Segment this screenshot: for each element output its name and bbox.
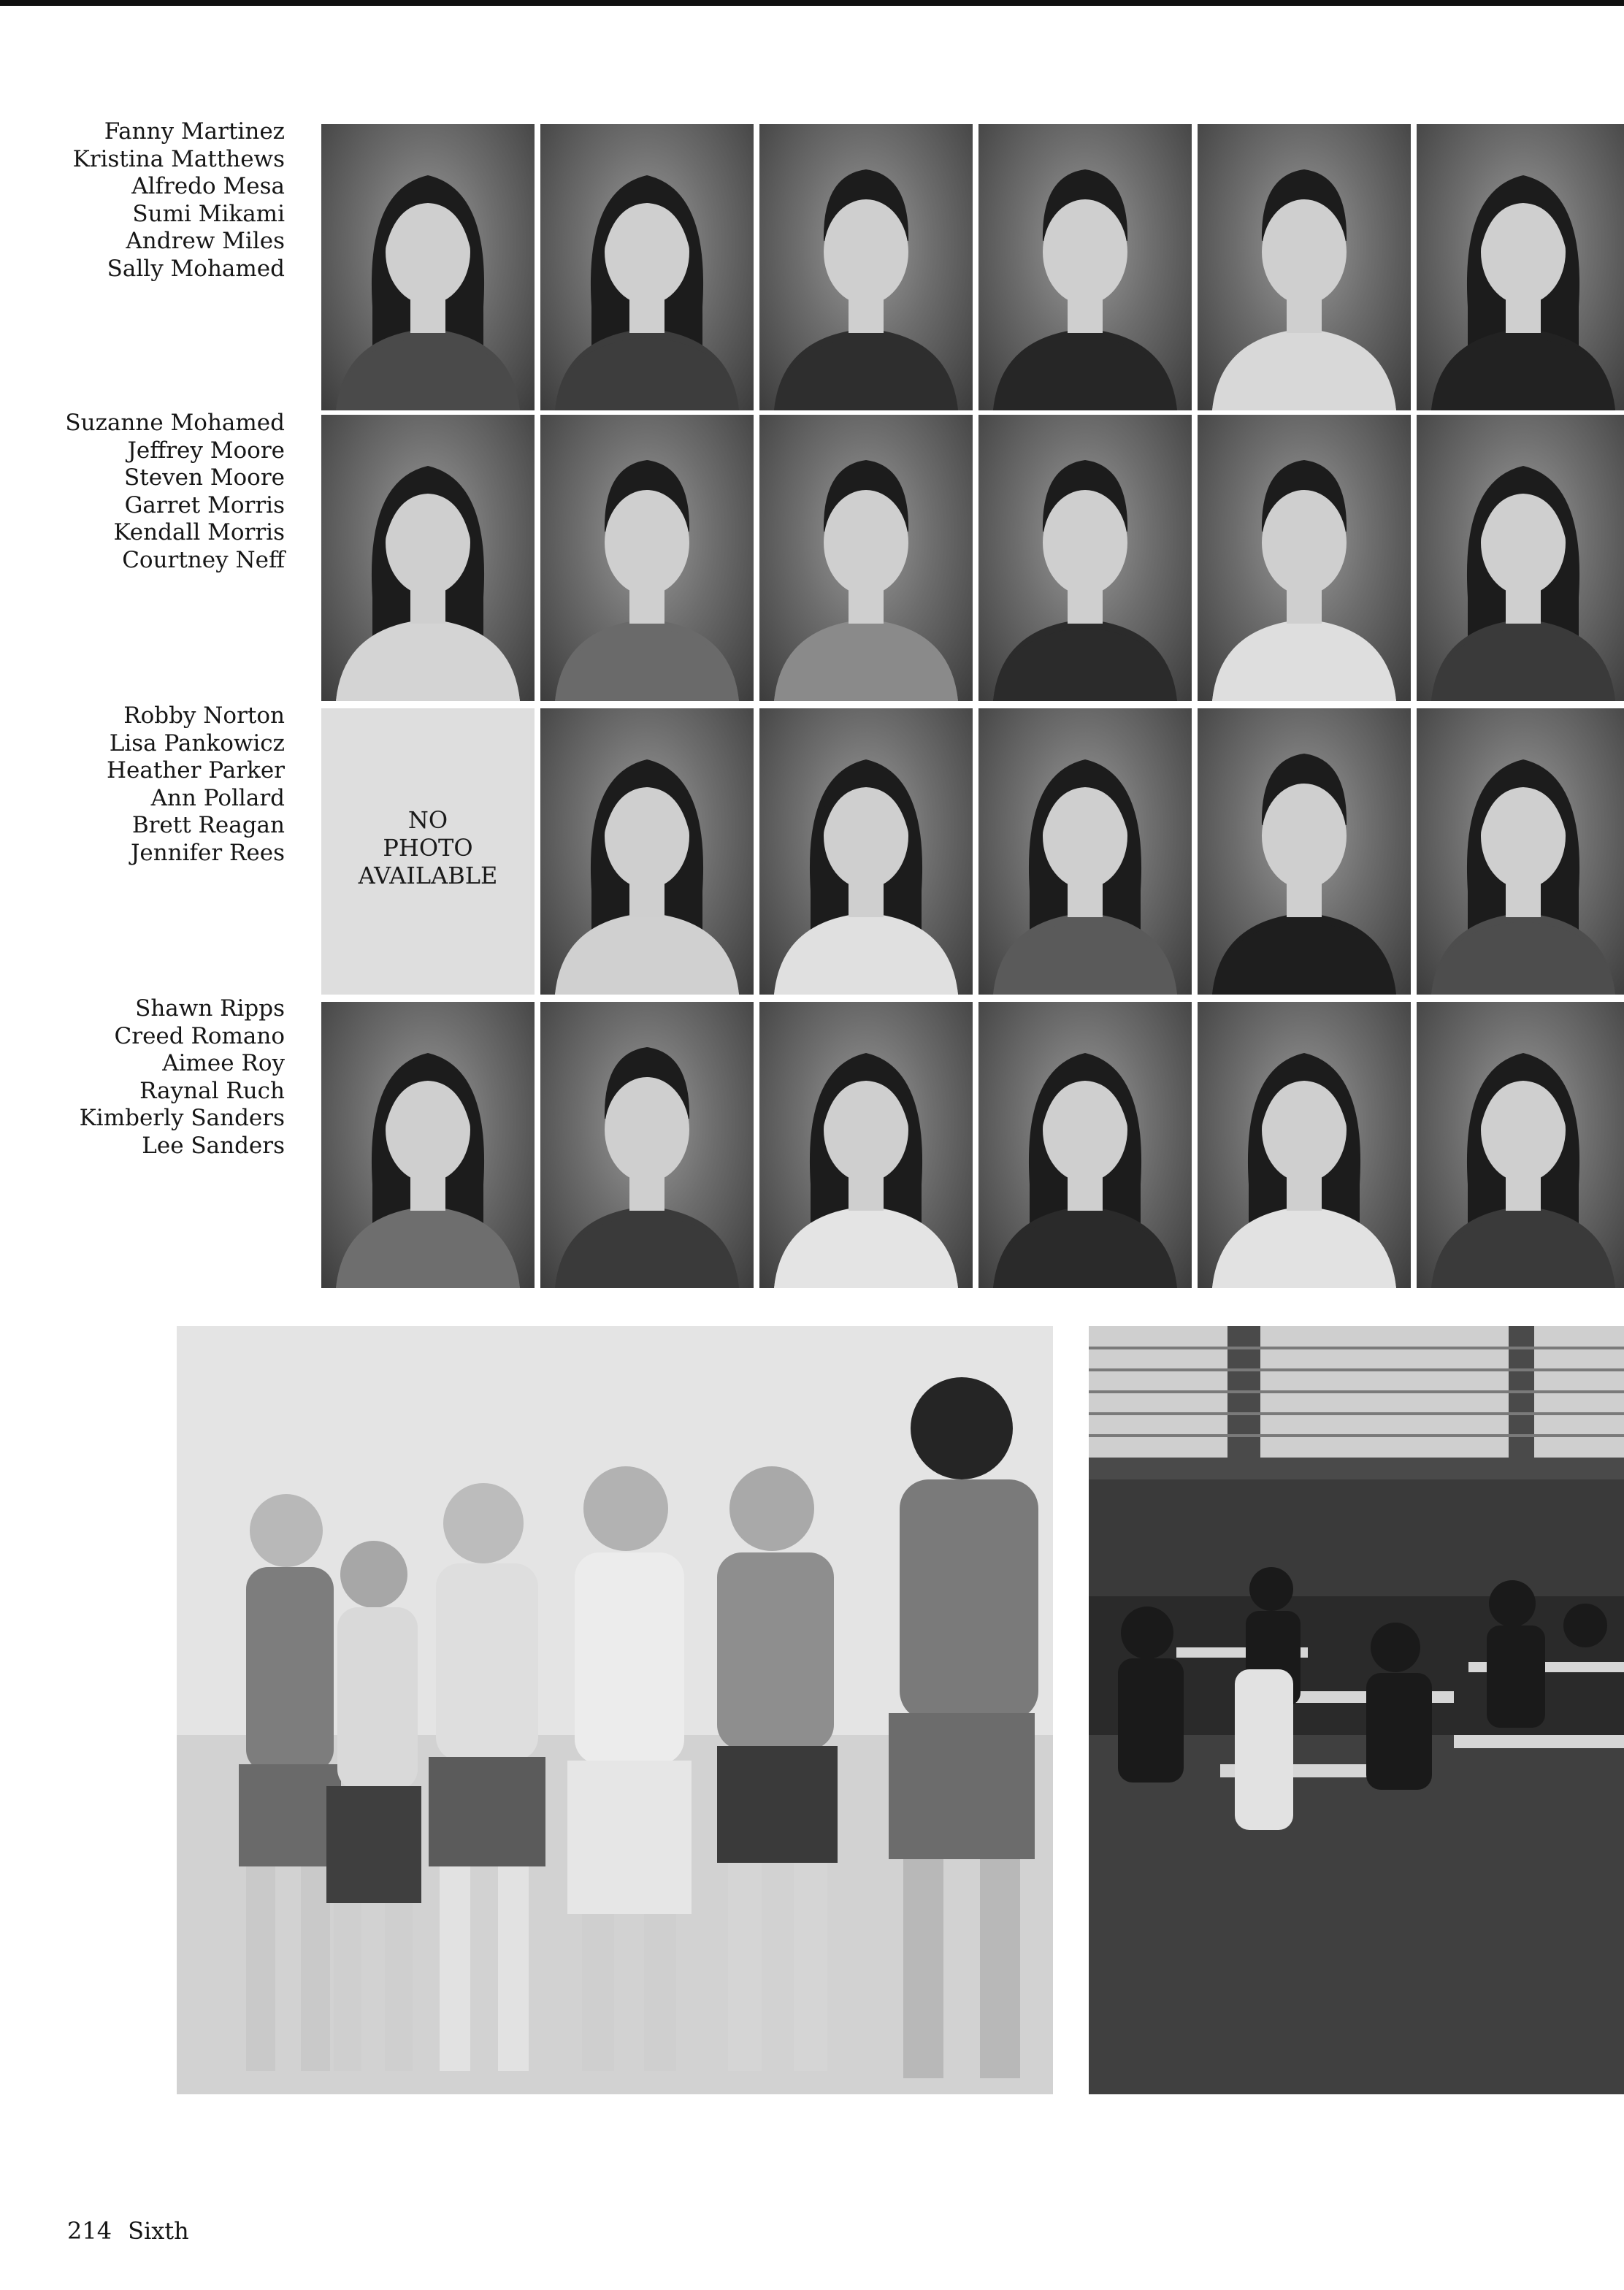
- boy-portrait-icon: [759, 415, 973, 701]
- girl-portrait-icon: [978, 1002, 1192, 1288]
- student-name: Lee Sanders: [142, 1132, 285, 1159]
- student-portrait: [540, 124, 754, 410]
- students-standing-in-line-photo-icon: [177, 1326, 1053, 2094]
- girl-portrait-icon: [1417, 415, 1624, 701]
- student-portrait: [540, 708, 754, 995]
- girl-portrait-icon: [321, 124, 535, 410]
- student-name: Andrew Miles: [126, 228, 285, 255]
- student-portrait: [759, 415, 973, 701]
- student-name: Alfredo Mesa: [131, 173, 285, 200]
- student-portrait: [978, 415, 1192, 701]
- boy-portrait-icon: [759, 124, 973, 410]
- name-list: [29, 995, 285, 1160]
- student-name: Kristina Matthews: [72, 145, 285, 172]
- girl-portrait-icon: [540, 708, 754, 995]
- student-name: Shawn Ripps: [135, 995, 285, 1022]
- student-name: Steven Moore: [124, 464, 285, 491]
- boy-portrait-icon: [1198, 124, 1411, 410]
- girl-portrait-icon: [1417, 708, 1624, 995]
- student-portrait: [321, 1002, 535, 1288]
- name-list: [29, 410, 285, 575]
- student-name: Creed Romano: [114, 1022, 285, 1049]
- girl-portrait-icon: [321, 1002, 535, 1288]
- girl-portrait-icon: [540, 124, 754, 410]
- boy-portrait-icon: [1198, 708, 1411, 995]
- no-photo-placeholder: [321, 708, 535, 995]
- student-name: Kimberly Sanders: [79, 1105, 285, 1132]
- student-portrait: [759, 708, 973, 995]
- student-name: Sally Mohamed: [107, 255, 285, 282]
- girl-portrait-icon: [759, 1002, 973, 1288]
- student-name: Garret Morris: [124, 491, 285, 518]
- candid-photo-lineup: [177, 1326, 1053, 2094]
- student-name: Jennifer Rees: [130, 839, 285, 866]
- student-portrait: [1417, 1002, 1624, 1288]
- boy-portrait-icon: [540, 415, 754, 701]
- student-name: Aimee Roy: [162, 1050, 285, 1077]
- student-name: Fanny Martinez: [104, 118, 285, 145]
- girl-portrait-icon: [321, 415, 535, 701]
- girl-portrait-icon: [1417, 1002, 1624, 1288]
- student-name: Suzanne Mohamed: [65, 410, 285, 436]
- student-name: Kendall Morris: [113, 519, 285, 546]
- student-portrait: [540, 1002, 754, 1288]
- name-list: [29, 702, 285, 868]
- girl-portrait-icon: [1417, 124, 1624, 410]
- student-portrait: [540, 415, 754, 701]
- page-top-edge: [0, 0, 1624, 6]
- classroom-desks-photo-icon: [1089, 1326, 1624, 2094]
- student-portrait: [321, 415, 535, 701]
- student-portrait: [321, 124, 535, 410]
- student-name: Heather Parker: [106, 757, 285, 784]
- student-portrait: [1198, 124, 1411, 410]
- student-name: Raynal Ruch: [139, 1077, 285, 1104]
- student-name: Robby Norton: [123, 702, 285, 729]
- student-portrait: [759, 1002, 973, 1288]
- student-name: Brett Reagan: [131, 812, 285, 839]
- student-portrait: [978, 708, 1192, 995]
- student-name: Lisa Pankowicz: [109, 729, 285, 757]
- student-portrait: [1198, 415, 1411, 701]
- student-portrait: [978, 124, 1192, 410]
- student-portrait: [1198, 1002, 1411, 1288]
- name-list: [29, 118, 285, 283]
- boy-portrait-icon: [978, 124, 1192, 410]
- student-name: Jeffrey Moore: [127, 437, 285, 464]
- page-number: 214: [67, 2217, 112, 2245]
- student-name: Ann Pollard: [150, 784, 285, 811]
- student-portrait: [1198, 708, 1411, 995]
- no-photo-label: NO PHOTO AVAILABLE: [358, 806, 498, 889]
- section-label: Sixth: [128, 2217, 189, 2245]
- student-portrait: [978, 1002, 1192, 1288]
- student-name: Sumi Mikami: [132, 200, 285, 227]
- girl-portrait-icon: [1198, 1002, 1411, 1288]
- boy-portrait-icon: [1198, 415, 1411, 701]
- girl-portrait-icon: [759, 708, 973, 995]
- page-footer: [67, 2217, 189, 2245]
- student-name: Courtney Neff: [122, 546, 285, 573]
- student-portrait: [1417, 415, 1624, 701]
- candid-photo-classroom: [1089, 1326, 1624, 2094]
- boy-portrait-icon: [540, 1002, 754, 1288]
- student-portrait: [759, 124, 973, 410]
- student-portrait: [1417, 124, 1624, 410]
- student-portrait: [1417, 708, 1624, 995]
- boy-portrait-icon: [978, 415, 1192, 701]
- girl-portrait-icon: [978, 708, 1192, 995]
